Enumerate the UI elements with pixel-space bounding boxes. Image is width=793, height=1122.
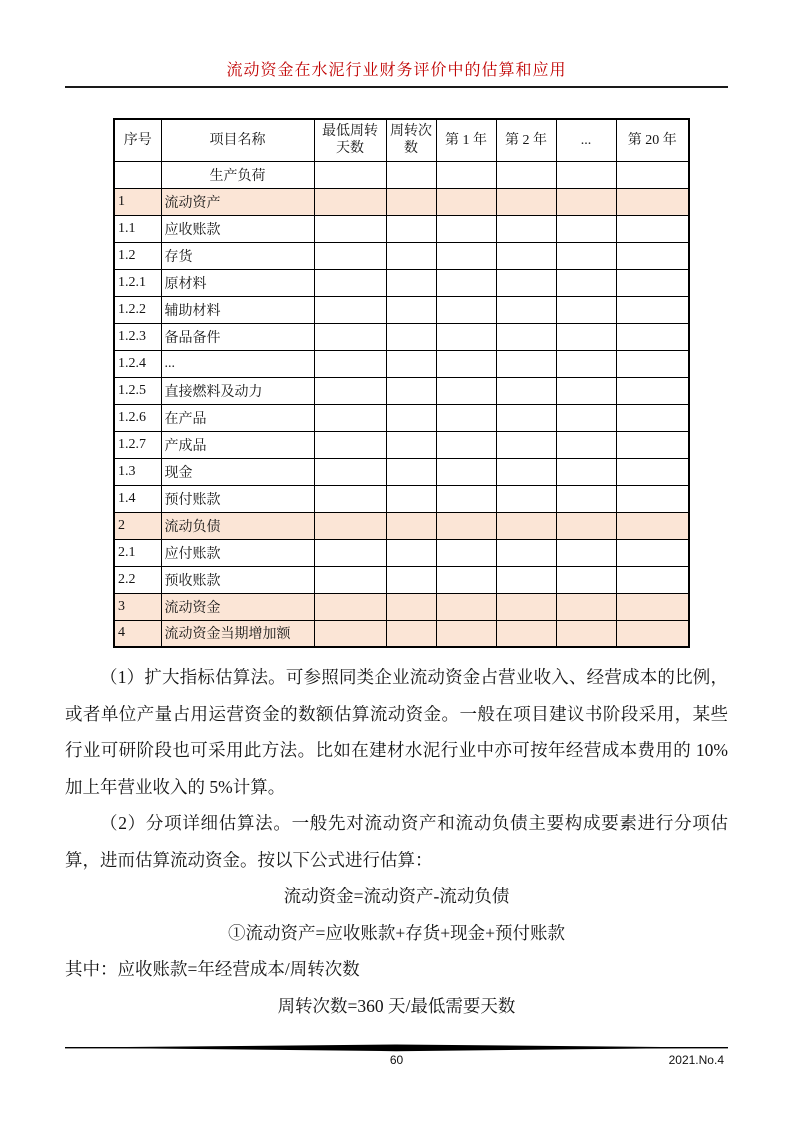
column-header-ellipsis: ... (556, 119, 616, 161)
empty-value-cell (556, 458, 616, 485)
empty-value-cell (386, 242, 436, 269)
table-row (114, 593, 689, 620)
empty-value-cell (436, 215, 496, 242)
formula-current-assets: ①流动资产=应收账款+存货+现金+预付账款 (228, 922, 565, 943)
body-text (65, 659, 728, 1024)
row-name-cell: 存货 (161, 242, 314, 269)
table-header-row (114, 119, 689, 161)
empty-value-cell (496, 458, 556, 485)
empty-value-cell (556, 242, 616, 269)
empty-value-cell (314, 242, 386, 269)
row-index-cell: 1.2.1 (114, 269, 161, 296)
empty-value-cell (436, 296, 496, 323)
table-row (114, 215, 689, 242)
row-index-cell: 4 (114, 620, 161, 647)
empty-value-cell (314, 296, 386, 323)
empty-value-cell (496, 404, 556, 431)
formula-working-capital: 流动资金=流动资产-流动负债 (283, 886, 510, 906)
table-row (114, 323, 689, 350)
empty-value-cell (436, 323, 496, 350)
row-name-cell: 应收账款 (161, 215, 314, 242)
table-row (114, 161, 689, 188)
row-index-cell: 1.2 (114, 242, 161, 269)
empty-value-cell (314, 593, 386, 620)
empty-value-cell (616, 620, 689, 647)
empty-value-cell (556, 485, 616, 512)
empty-value-cell (496, 161, 556, 188)
column-header-min_days: 最低周转天数 (314, 119, 386, 161)
empty-value-cell (314, 431, 386, 458)
empty-value-cell (616, 242, 689, 269)
empty-value-cell (556, 188, 616, 215)
row-index-cell: 1.2.4 (114, 350, 161, 377)
row-name-cell: 原材料 (161, 269, 314, 296)
empty-value-cell (314, 377, 386, 404)
table-row (114, 539, 689, 566)
empty-value-cell (556, 512, 616, 539)
empty-value-cell (386, 566, 436, 593)
row-name-cell: 流动资金 (161, 593, 314, 620)
row-index-cell: 1.2.6 (114, 404, 161, 431)
empty-value-cell (556, 566, 616, 593)
empty-value-cell (496, 512, 556, 539)
row-name-cell: 流动资金当期增加额 (161, 620, 314, 647)
empty-value-cell (616, 431, 689, 458)
row-index-cell: 1.4 (114, 485, 161, 512)
header-rule (65, 86, 728, 88)
empty-value-cell (616, 593, 689, 620)
empty-value-cell (314, 512, 386, 539)
empty-value-cell (436, 404, 496, 431)
row-name-cell: 预收账款 (161, 566, 314, 593)
column-header-name: 项目名称 (161, 119, 314, 161)
empty-value-cell (386, 269, 436, 296)
empty-value-cell (386, 188, 436, 215)
row-name-cell: 应付账款 (161, 539, 314, 566)
empty-value-cell (436, 593, 496, 620)
empty-value-cell (496, 242, 556, 269)
empty-value-cell (496, 431, 556, 458)
empty-value-cell (616, 269, 689, 296)
row-index-cell: 1.1 (114, 215, 161, 242)
empty-value-cell (616, 296, 689, 323)
empty-value-cell (386, 161, 436, 188)
empty-value-cell (436, 242, 496, 269)
empty-value-cell (496, 539, 556, 566)
empty-value-cell (386, 539, 436, 566)
empty-value-cell (436, 269, 496, 296)
empty-value-cell (616, 512, 689, 539)
issue-number: 2021.No.4 (668, 1053, 724, 1067)
empty-value-cell (436, 539, 496, 566)
empty-value-cell (496, 215, 556, 242)
empty-value-cell (556, 161, 616, 188)
row-name-cell: 产成品 (161, 431, 314, 458)
row-index-cell: 1.2.5 (114, 377, 161, 404)
column-header-year20: 第 20 年 (616, 119, 689, 161)
empty-value-cell (314, 620, 386, 647)
column-header-year1: 第 1 年 (436, 119, 496, 161)
empty-value-cell (616, 215, 689, 242)
empty-value-cell (616, 485, 689, 512)
page-number: 60 (389, 1053, 404, 1067)
running-head-title: 流动资金在水泥行业财务评价中的估算和应用 (226, 62, 567, 79)
empty-value-cell (436, 620, 496, 647)
empty-value-cell (314, 215, 386, 242)
empty-value-cell (386, 350, 436, 377)
row-name-cell: 流动负债 (161, 512, 314, 539)
row-name-cell: 辅助材料 (161, 296, 314, 323)
row-name-cell: 预付账款 (161, 485, 314, 512)
empty-value-cell (616, 323, 689, 350)
empty-value-cell (386, 620, 436, 647)
empty-value-cell (314, 539, 386, 566)
empty-value-cell (556, 350, 616, 377)
empty-value-cell (556, 377, 616, 404)
empty-value-cell (556, 404, 616, 431)
empty-value-cell (496, 269, 556, 296)
footer-divider-line (65, 1044, 728, 1052)
empty-value-cell (496, 485, 556, 512)
paragraph-itemized-method: （2）分项详细估算法。一般先对流动资产和流动负债主要构成要素进行分项估算，进而估算流动资金。按以下公式进行估算： (65, 813, 728, 870)
row-index-cell: 1.2.7 (114, 431, 161, 458)
row-name-cell: 现金 (161, 458, 314, 485)
table-row (114, 350, 689, 377)
empty-value-cell (386, 323, 436, 350)
empty-value-cell (556, 593, 616, 620)
row-name-cell: ... (161, 350, 314, 377)
empty-value-cell (314, 323, 386, 350)
empty-value-cell (496, 593, 556, 620)
empty-value-cell (616, 458, 689, 485)
row-name-cell: 生产负荷 (161, 161, 314, 188)
empty-value-cell (314, 269, 386, 296)
empty-value-cell (496, 566, 556, 593)
row-index-cell: 1.2.3 (114, 323, 161, 350)
empty-value-cell (314, 161, 386, 188)
column-header-no: 序号 (114, 119, 161, 161)
empty-value-cell (496, 296, 556, 323)
empty-value-cell (436, 350, 496, 377)
empty-value-cell (314, 350, 386, 377)
empty-value-cell (496, 350, 556, 377)
row-name-cell: 流动资产 (161, 188, 314, 215)
row-index-cell: 1.3 (114, 458, 161, 485)
empty-value-cell (436, 566, 496, 593)
empty-value-cell (436, 512, 496, 539)
empty-value-cell (314, 458, 386, 485)
paragraph-expanded-index-method: （1）扩大指标估算法。可参照同类企业流动资金占营业收入、经营成本的比例，或者单位产量占用运营资金的数额估算流动资金。一般在项目建议书阶段采用，某些行业可研阶段也可采用此方法。比如在建材水泥行业中亦可按年经营成本费用的 10%加上年营业收入的 5%计算。 (65, 667, 728, 797)
column-header-year2: 第 2 年 (496, 119, 556, 161)
column-header-turnover: 周转次数 (386, 119, 436, 161)
empty-value-cell (436, 431, 496, 458)
row-index-cell (114, 161, 161, 188)
empty-value-cell (386, 404, 436, 431)
empty-value-cell (556, 539, 616, 566)
row-index-cell: 2.1 (114, 539, 161, 566)
empty-value-cell (314, 485, 386, 512)
empty-value-cell (556, 215, 616, 242)
table-row (114, 296, 689, 323)
empty-value-cell (386, 512, 436, 539)
empty-value-cell (314, 188, 386, 215)
table-row (114, 404, 689, 431)
empty-value-cell (616, 377, 689, 404)
empty-value-cell (496, 377, 556, 404)
table-row (114, 485, 689, 512)
table-row (114, 620, 689, 647)
row-index-cell: 1 (114, 188, 161, 215)
empty-value-cell (496, 188, 556, 215)
formula-accounts-receivable: 其中：应收账款=年经营成本/周转次数 (65, 959, 360, 979)
empty-value-cell (386, 215, 436, 242)
table-row (114, 377, 689, 404)
empty-value-cell (616, 566, 689, 593)
row-name-cell: 备品备件 (161, 323, 314, 350)
empty-value-cell (556, 296, 616, 323)
page-footer (65, 1044, 728, 1069)
empty-value-cell (386, 485, 436, 512)
row-index-cell: 3 (114, 593, 161, 620)
table-row (114, 512, 689, 539)
empty-value-cell (386, 296, 436, 323)
empty-value-cell (556, 269, 616, 296)
empty-value-cell (616, 539, 689, 566)
footer-meta (65, 1053, 728, 1069)
empty-value-cell (496, 620, 556, 647)
row-name-cell: 在产品 (161, 404, 314, 431)
row-index-cell: 2 (114, 512, 161, 539)
empty-value-cell (616, 161, 689, 188)
formula-turnover-times: 周转次数=360 天/最低需要天数 (277, 995, 516, 1016)
empty-value-cell (436, 458, 496, 485)
table-row (114, 431, 689, 458)
empty-value-cell (556, 323, 616, 350)
table-row (114, 188, 689, 215)
empty-value-cell (616, 188, 689, 215)
table-row (114, 242, 689, 269)
empty-value-cell (436, 161, 496, 188)
empty-value-cell (386, 431, 436, 458)
table-row (114, 566, 689, 593)
empty-value-cell (436, 485, 496, 512)
table-row (114, 269, 689, 296)
row-name-cell: 直接燃料及动力 (161, 377, 314, 404)
empty-value-cell (616, 404, 689, 431)
empty-value-cell (386, 593, 436, 620)
empty-value-cell (314, 566, 386, 593)
row-index-cell: 2.2 (114, 566, 161, 593)
empty-value-cell (616, 350, 689, 377)
empty-value-cell (436, 188, 496, 215)
row-index-cell: 1.2.2 (114, 296, 161, 323)
working-capital-estimation-table (113, 118, 690, 648)
empty-value-cell (386, 377, 436, 404)
empty-value-cell (556, 620, 616, 647)
empty-value-cell (496, 323, 556, 350)
empty-value-cell (436, 377, 496, 404)
empty-value-cell (556, 431, 616, 458)
empty-value-cell (386, 458, 436, 485)
table-row (114, 458, 689, 485)
empty-value-cell (314, 404, 386, 431)
